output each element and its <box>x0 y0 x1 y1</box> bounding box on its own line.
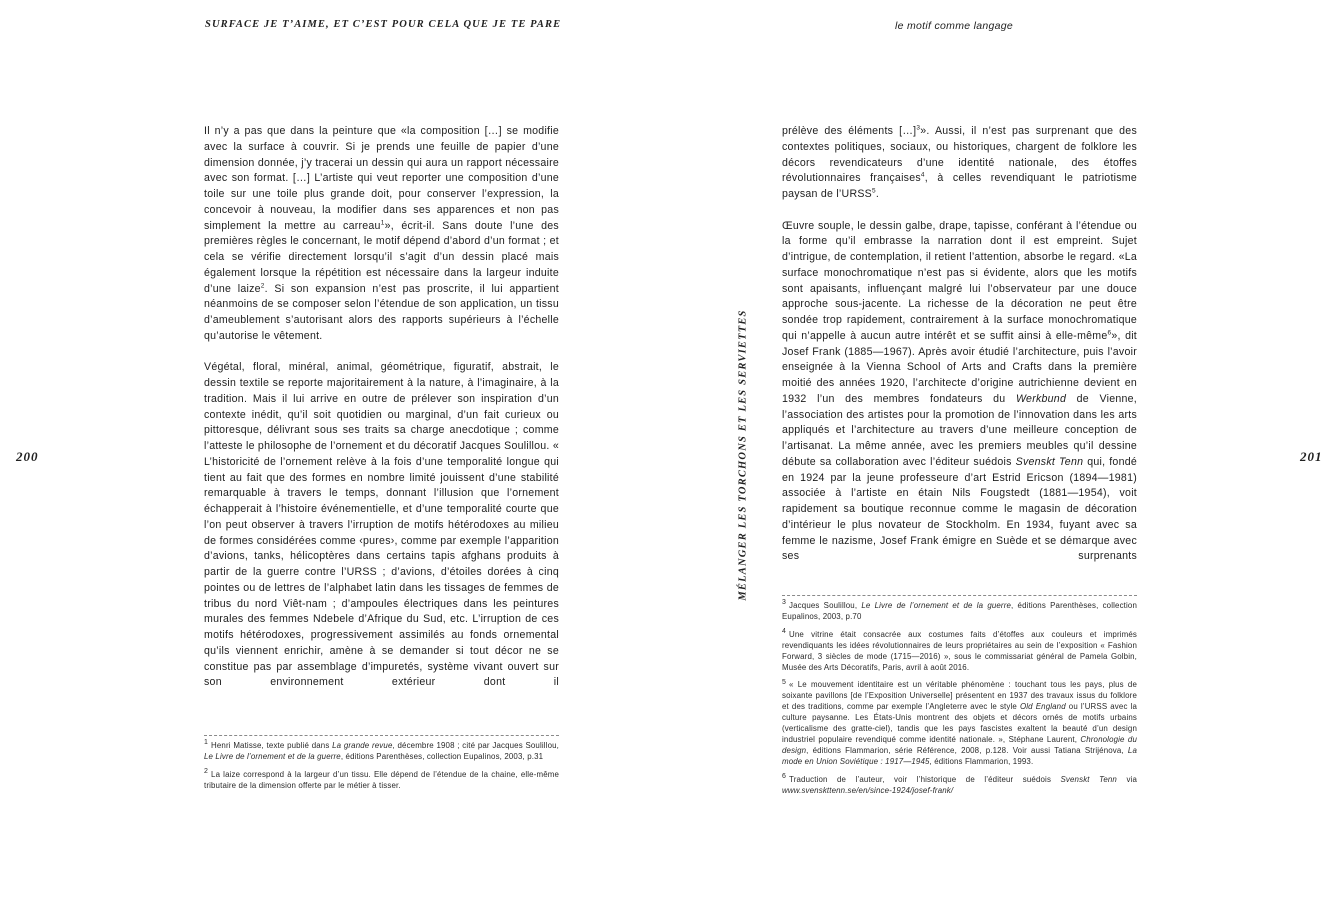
footnote-separator <box>204 735 559 736</box>
footnote-3 <box>782 601 1137 623</box>
footnote-text: Traduction de l’auteur, voir l’historique de l’éditeur suédois Svenskt Tenn via www.svenskttenn.se/en/since-1924/josef-frank/ <box>782 774 1137 795</box>
spine-section-title: MÉLANGER LES TORCHONS ET LES SERVIETTES <box>737 309 749 601</box>
footnote-ref: 4 <box>920 171 925 179</box>
footnote-number: 1 <box>204 739 209 747</box>
paragraph: Œuvre souple, le dessin galbe, drape, tapisse, conférant à l’étendue ou la forme qu’il embrasse la narration dont il est empreint. Sujet d’intrigue, de contemplation, il retient l’attention, absorbe le regard. «La surface monochromatique n’est pas si évidente, alors que les motifs sont apaisants, influençant malgré lui l’observateur par une douce approche sous-jacente. La richesse de la décoration ne peut être sondée trop rapidement, contrairement à la surface monochromatique qui n’appelle à aucun autre intérêt et se suffit ainsi à elle-même$^6$», dit Josef Frank (1885—1967). Après avoir étudié l’architecture, puis l’avoir enseignée à la Vienna School of Arts and Crafts dans la première moitié des années 1920, l’architecte d’origine autrichienne devient en 1932 l’un des membres fondateurs du Werkbund de Vienne, l’association des artistes pour la promotion de l’innovation dans les arts appliqués et l’architecture au travers d’une meilleure conception de l’artisanat. La même année, avec les premiers meubles qu’il dessine débute sa collaboration avec l’éditeur suédois Svenskt Tenn qui, fondé en 1924 par la jeune professeure d’art Estrid Ericson (1894—1981) associée à l’artiste en étain Nils Fougstedt (1881—1954), voit rapidement sa boutique reconnue comme le magasin de décoration d’intérieur le plus novateur de Stockholm. En 1934, fuyant avec sa femme le nazisme, Josef Frank émigre en Suède et se démarque avec ses surprenants <box>782 219 1138 563</box>
footnote-ref: 3 <box>916 124 921 132</box>
footnote-1 <box>204 741 559 763</box>
footnotes-right <box>782 601 1137 804</box>
footnote-text: Une vitrine était consacrée aux costumes faits d’étoffes aux couleurs et imprimés revendiquants les idées révolutionnaires de leurs propriétaires au sein de l’exposition « Fashion Forward, 3 siècles de mode (1715—2016) », sous le commissariat général de Pamela Golbin, Musée des Arts Décoratifs, Paris, avril à août 2016. <box>782 629 1137 672</box>
italic-run: La grande revue <box>332 741 393 750</box>
right-page <box>670 0 1340 911</box>
footnote-number: 5 <box>782 678 787 686</box>
italic-run: Le Livre de l’ornement et de la guerre <box>861 601 1012 610</box>
italic-run: Svenskt Tenn <box>1060 774 1117 784</box>
footnotes-left <box>204 741 559 799</box>
italic-run: Svenskt Tenn <box>1015 455 1084 468</box>
footnote-number: 3 <box>782 599 787 607</box>
footnote-number: 6 <box>782 773 787 781</box>
italic-run: Chronologie du design <box>782 734 1137 755</box>
running-head-left: SURFACE JE T’AIME, ET C’EST POUR CELA QUE JE TE PARE <box>205 19 562 30</box>
footnote-2 <box>204 770 559 792</box>
italic-run: Werkbund <box>1016 392 1067 405</box>
footnote-separator <box>782 595 1137 596</box>
footnote-text: Jacques Soulillou, Le Livre de l’ornement et de la guerre, éditions Parenthèses, collection Eupalinos, 2003, p.70 <box>782 601 1137 621</box>
footnote-text: La laize correspond à la largeur d’un tissu. Elle dépend de l’étendue de la chaine, elle-même tributaire de la dimension offerte par le métier à tisser. <box>204 769 559 790</box>
paragraph: Végétal, floral, minéral, animal, géométrique, figuratif, abstrait, le dessin textile se reporte majoritairement à la nature, à l’imaginaire, à la tradition. Mais il lui arrive en outre de prélever son inspiration d’un contexte inédit, qu’il soit quotidien ou marginal, d’un fait curieux ou pittoresque, délivrant sous ses traits sa charge anecdotique ; comme l’atteste le philosophe de l’ornement et du décoratif Jacques Soulillou. « L’historicité de l’ornement relève à la fois d’une temporalité longue qui tient au fait que des formes en nombre limité jouissent d’une stabilité remarquable à travers le temps, donnant l’illusion que l’ornement échapperait à l’histoire événementielle, et d’une temporalité courte que l’on peut observer à travers l’irruption de motifs hétérodoxes au milieu de formes considérées comme ‹pures›, comme par exemple l’apparition d’avions, tanks, hélicoptères dans certains tapis afghans produits à partir de la guerre contre l’URSS ; d’avions, d’étoiles dorées à cinq pointes ou de lettres de l’alphabet latin dans les tissages de femmes de tribus du nord Viêt-nam ; d’ampoules électriques dans les peintures murales des femmes Ndebele d’Afrique du Sud, etc. L’irruption de ces motifs hétérodoxes, progressivement assimilés au fonds ornemental qu’ils viennent enrichir, amène à se demander si tout décor ne se constitue pas par assemblage d’impuretés, système vivant ouvert sur son environnement extérieur dont il <box>204 361 559 689</box>
footnote-6 <box>782 775 1137 797</box>
paragraph: Il n’y a pas que dans la peinture que «la composition […] se modifie avec la surface à couvrir. Si je prends une feuille de papier d’une dimension donnée, j’y tracerai un dessin qui aura un rapport nécessaire avec son format. […] L’artiste qui veut reporter une composition d’une toile sur une toile plus grande doit, pour conserver l’expression, la concevoir à nouveau, la modifier dans ses apparences et non pas simplement la mettre au carreau$^1$», écrit-il. Sans doute l’une des premières règles le concernant, le motif dépend d’abord d’un format ; et cela se vérifie directement lorsqu’il s’agit d’un dessin placé mais également lorsque la répétition est nécessaire dans la largeur induite d’une laize$^2$. Si son expansion n’est pas proscrite, il lui appartient néanmoins de se composer selon l’étendue de son application, un tissu d’ameublement s’autorisant alors des rapports supérieurs à l’échelle qu’autorise le vêtement. <box>204 125 559 342</box>
footnote-ref: 1 <box>380 218 385 226</box>
footnote-number: 4 <box>782 628 787 636</box>
body-text-right <box>782 124 1137 565</box>
running-head-right: le motif comme langage <box>895 20 1014 32</box>
footnote-ref: 5 <box>871 187 876 195</box>
italic-run: Old England <box>1019 702 1066 712</box>
footnote-ref: 2 <box>260 281 265 289</box>
italic-run: La mode en Union Soviétique : 1917—1945 <box>782 745 1137 766</box>
footnote-4 <box>782 630 1137 674</box>
footnote-5 <box>782 680 1137 767</box>
page-number-right: 201 <box>1300 449 1323 464</box>
footnote-number: 2 <box>204 768 209 776</box>
paragraph: prélève des éléments […]$^3$». Aussi, il n’est pas surprenant que des contextes politiques, sociaux, ou historiques, chargent de folklore les décors revendicateurs d’une identité nationale, des étoffes révolutionnaires françaises$^4$, à celles revendiquant le patriotisme paysan de l’URSS$^5$. <box>782 124 1137 200</box>
body-text-left <box>204 124 559 691</box>
footnote-ref: 6 <box>1107 329 1112 337</box>
page-number-left: 200 <box>16 449 39 464</box>
italic-run: www.svenskttenn.se/en/since-1924/josef-frank/ <box>782 785 954 795</box>
italic-run: Le Livre de l’ornement et de la guerre <box>204 751 341 761</box>
footnote-text: Henri Matisse, texte publié dans La grande revue, décembre 1908 ; cité par Jacques Soulillou, Le Livre de l’ornement et de la guerre, éditions Parenthèses, collection Eupalinos, 2003, p.31 <box>204 741 559 761</box>
footnote-text: « Le mouvement identitaire est un véritable phénomène : touchant tous les pays, plus de soixante pavillons [de l’Exposition Universelle] présentent en 1937 des travaux issus du folklore et des traditions, comme par exemple l’Angleterre avec le style Old England ou l’URSS avec la culture paysanne. Les États-Unis montrent des objets et décors ornés de motifs urbains (verticalisme des gratte-ciel), tandis que les pays fascistes exaltent la beauté d’un design industriel populaire revendiqué comme identité nationale. », Stéphane Laurent, Chronologie du design, éditions Flammarion, série Référence, 2008, p.128. Voir aussi Tatiana Strijénova, La mode en Union Soviétique : 1917—1945, éditions Flammarion, 1993. <box>782 680 1138 766</box>
